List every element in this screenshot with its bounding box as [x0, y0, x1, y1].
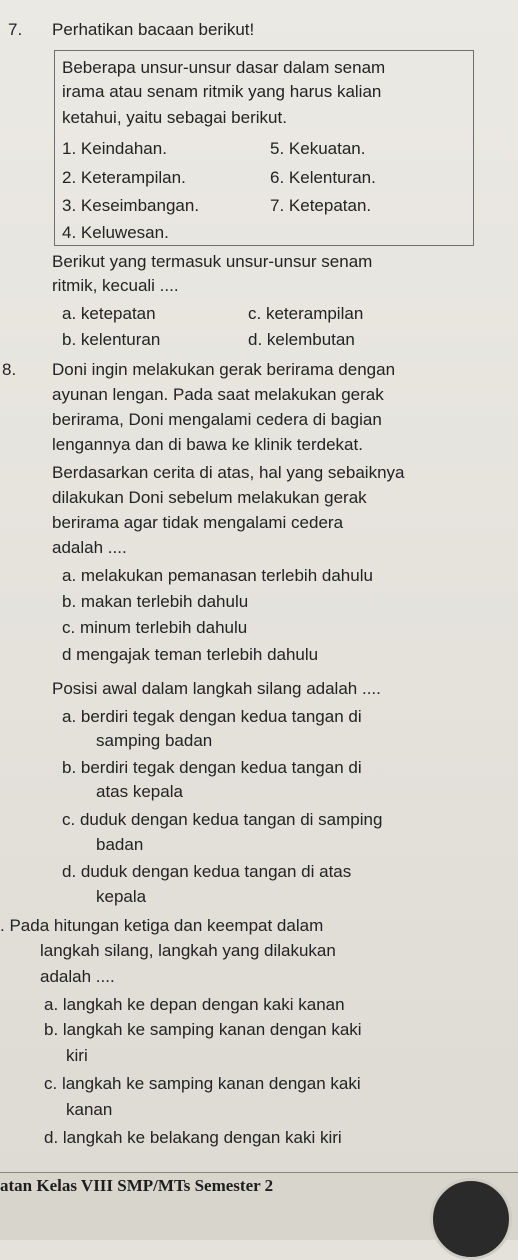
question-10-line-1: . Pada hitungan ketiga dan keempat dalam	[0, 916, 324, 935]
question-8-line-5: Berdasarkan cerita di atas, hal yang sebaiknya	[52, 463, 405, 482]
question-7-option-b: b. kelenturan	[62, 330, 161, 349]
info-box-line-2: irama atau senam ritmik yang harus kalian	[62, 82, 382, 101]
element-2: 2. Keterampilan.	[62, 168, 186, 187]
element-4: 4. Keluwesan.	[62, 223, 169, 242]
info-box-line-3: ketahui, yaitu sebagai berikut.	[62, 108, 287, 127]
question-7-stem-2: ritmik, kecuali ....	[52, 276, 179, 295]
footer-circle-decoration	[430, 1178, 512, 1260]
question-8-line-8: adalah ....	[52, 538, 127, 557]
question-10-option-d: d. langkah ke belakang dengan kaki kiri	[44, 1128, 342, 1147]
question-9-option-a-2: samping badan	[96, 731, 213, 750]
question-7-intro: Perhatikan bacaan berikut!	[52, 20, 255, 39]
question-10-line-2: langkah silang, langkah yang dilakukan	[40, 941, 336, 960]
question-9-option-a-1: a. berdiri tegak dengan kedua tangan di	[62, 707, 362, 726]
info-box-line-1: Beberapa unsur-unsur dasar dalam senam	[62, 58, 386, 77]
question-9-option-c-1: c. duduk dengan kedua tangan di samping	[62, 810, 383, 829]
question-8-line-1: Doni ingin melakukan gerak berirama dengan	[52, 360, 396, 379]
question-9-option-d-1: d. duduk dengan kedua tangan di atas	[62, 862, 352, 881]
question-8-line-2: ayunan lengan. Pada saat melakukan gerak	[52, 385, 384, 404]
question-7-option-a: a. ketepatan	[62, 304, 156, 323]
question-8-option-a: a. melakukan pemanasan terlebih dahulu	[62, 566, 373, 585]
question-10-option-b-1: b. langkah ke samping kanan dengan kaki	[44, 1020, 362, 1039]
question-8-line-6: dilakukan Doni sebelum melakukan gerak	[52, 488, 367, 507]
question-8-option-b: b. makan terlebih dahulu	[62, 592, 249, 611]
question-10-option-b-2: kiri	[66, 1046, 88, 1065]
question-9-option-b-1: b. berdiri tegak dengan kedua tangan di	[62, 758, 362, 777]
question-9-option-b-2: atas kepala	[96, 782, 183, 801]
question-8-line-7: berirama agar tidak mengalami cedera	[52, 513, 344, 532]
footer-caption: atan Kelas VIII SMP/MTs Semester 2	[0, 1176, 274, 1195]
question-7-number: 7.	[8, 20, 23, 39]
question-8-option-c: c. minum terlebih dahulu	[62, 618, 248, 637]
element-6: 6. Kelenturan.	[270, 168, 376, 187]
question-7-stem-1: Berikut yang termasuk unsur-unsur senam	[52, 252, 373, 271]
question-8-number: 8.	[2, 360, 17, 379]
question-8-line-3: berirama, Doni mengalami cedera di bagian	[52, 410, 382, 429]
question-9-stem: Posisi awal dalam langkah silang adalah ....	[52, 679, 381, 698]
question-10-option-a: a. langkah ke depan dengan kaki kanan	[44, 995, 345, 1014]
question-8-option-d: d mengajak teman terlebih dahulu	[62, 645, 319, 664]
element-1: 1. Keindahan.	[62, 139, 167, 158]
question-10-option-c-2: kanan	[66, 1100, 113, 1119]
element-3: 3. Keseimbangan.	[62, 196, 200, 215]
question-10-line-3: adalah ....	[40, 967, 115, 986]
question-10-option-c-1: c. langkah ke samping kanan dengan kaki	[44, 1074, 361, 1093]
question-9-option-d-2: kepala	[96, 887, 147, 906]
question-7-option-d: d. kelembutan	[248, 330, 355, 349]
question-7-option-c: c. keterampilan	[248, 304, 364, 323]
element-7: 7. Ketepatan.	[270, 196, 372, 215]
question-8-line-4: lengannya dan di bawa ke klinik terdekat.	[52, 435, 363, 454]
question-9-option-c-2: badan	[96, 835, 144, 854]
element-5: 5. Kekuatan.	[270, 139, 366, 158]
